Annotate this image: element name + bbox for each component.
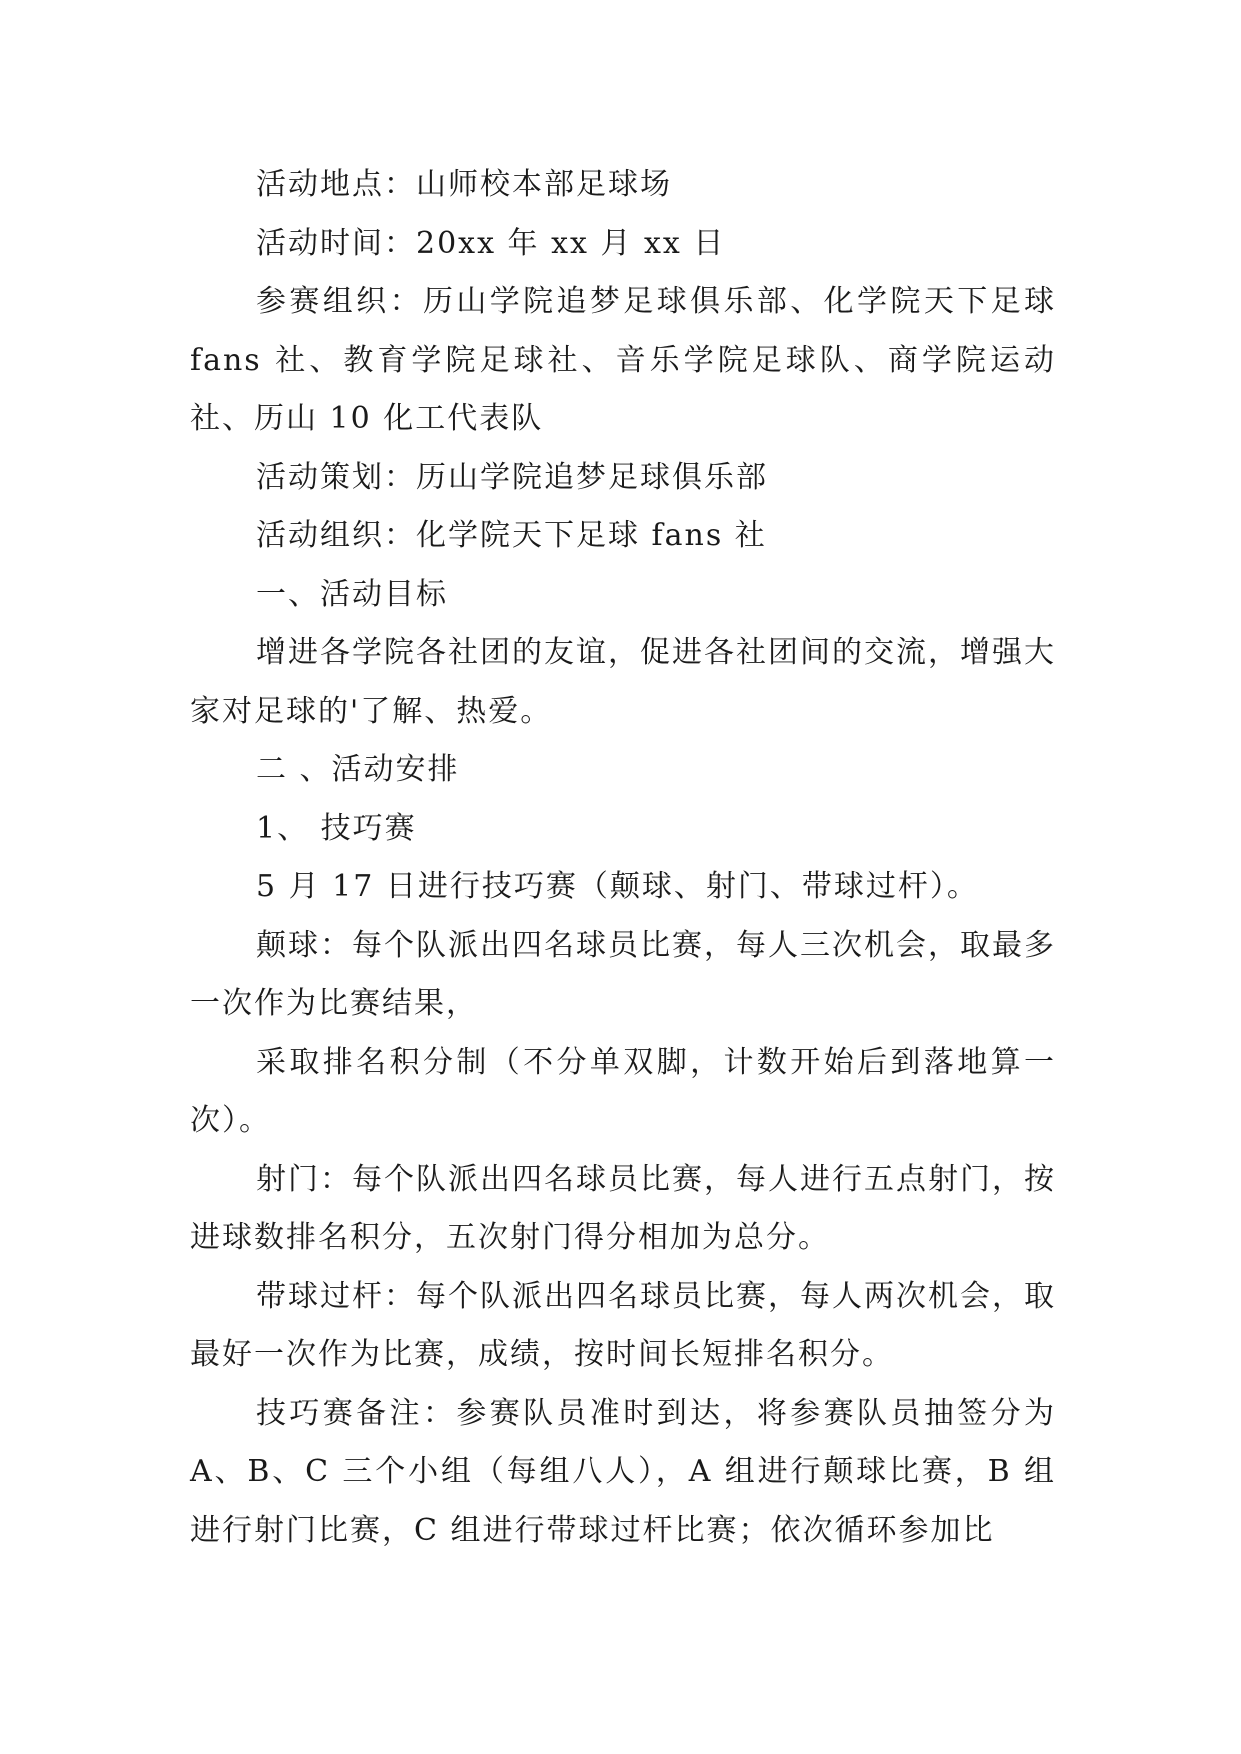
goals-text: 增进各学院各社团的友谊，促进各社团间的交流，增强大家对足球的'了解、热爱。	[190, 635, 1056, 729]
shooting-rules: 射门：每个队派出四名球员比赛，每人进行五点射门，按进球数排名积分，五次射门得分相加为总分。	[190, 1161, 1056, 1255]
activity-organizer: 活动组织：化学院天下足球 fans 社	[256, 518, 767, 553]
participating-organizations: 参赛组织：历山学院追梦足球俱乐部、化学院天下足球 fans 社、教育学院足球社、音乐学院足球队、商学院运动社、历山 10 化工代表队	[190, 284, 1056, 436]
dribbling-rules: 带球过杆：每个队派出四名球员比赛，每人两次机会，取最好一次作为比赛，成绩，按时间长短排名积分。	[190, 1278, 1056, 1372]
juggling-rules: 颠球：每个队派出四名球员比赛，每人三次机会，取最多一次作为比赛结果，	[190, 927, 1056, 1021]
subsection-skills-contest: 1、 技巧赛	[256, 810, 417, 846]
document-body	[190, 156, 1056, 1560]
skills-contest-notes: 技巧赛备注：参赛队员准时到达，将参赛队员抽签分为 A、B、C 三个小组（每组八人），A 组进行颠球比赛，B 组进行射门比赛，C 组进行带球过杆比赛；依次循环参加比	[190, 1395, 1056, 1548]
activity-location: 活动地点：山师校本部足球场	[256, 167, 672, 202]
activity-planner: 活动策划：历山学院追梦足球俱乐部	[256, 459, 768, 495]
section-heading-goals: 一、活动目标	[256, 576, 448, 612]
activity-time: 活动时间：20xx 年 xx 月 xx 日	[256, 225, 726, 261]
juggling-scoring: 采取排名积分制（不分单双脚，计数开始后到落地算一次）。	[190, 1044, 1056, 1138]
section-heading-arrangement: 二 、活动安排	[256, 752, 460, 787]
skills-contest-date: 5 月 17 日进行技巧赛（颠球、射门、带球过杆）。	[256, 869, 979, 904]
